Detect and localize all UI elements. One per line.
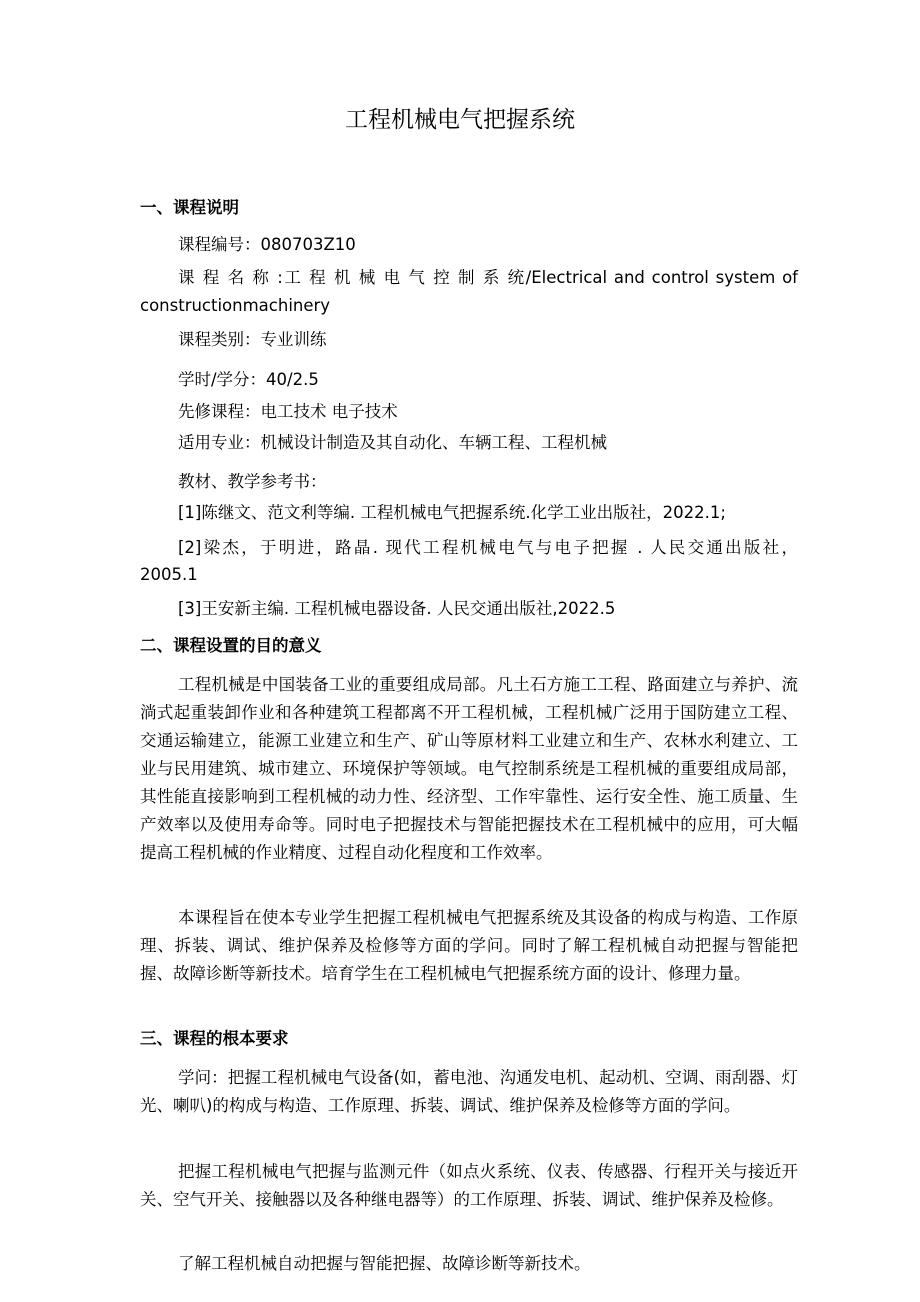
course-name-line2: constructionmachinery [140,296,331,315]
reference-1: [1]陈继文、范文利等编. 工程机械电气把握系统.化学工业出版社，2022.1; [178,503,726,522]
course-type: 课程类别：专业训练 [178,330,327,349]
requirements-paragraph-2: 把握工程机械电气把握与监测元件（如点火系统、仪表、传感器、行程开关与接近开关、空气开关、接触器以及各种继电器等）的工作原理、拆装、调试、维护保养及检修。 [140,1162,798,1209]
hours-credits: 学时/学分：40/2.5 [178,370,319,389]
requirements-paragraph-3: 了解工程机械自动把握与智能把握、故障诊断等新技术。 [178,1254,591,1273]
reference-2-line2: 2005.1 [140,565,198,584]
section-heading-purpose: 二、课程设置的目的意义 [140,636,322,655]
reference-3: [3]王安新主编. 工程机械电器设备. 人民交通出版社,2022.5 [178,599,616,618]
prerequisites: 先修课程：电工技术 电子技术 [178,402,398,421]
reference-2-line1: [2]梁杰，于明进，路晶. 现代工程机械电气与电子把握 . 人民交通出版社， [178,538,798,557]
purpose-paragraph-2: 本课程旨在使本专业学生把握工程机械电气把握系统及其设备的构成与构造、工作原理、拆装、调试、维护保养及检修等方面的学问。同时了解工程机械自动把握与智能把握、故障诊断等新技术。培育学生在工程机械电气把握系统方面的设计、修理力量。 [140,908,798,983]
section-heading-basic-requirements: 三、课程的根本要求 [140,1029,289,1048]
applicable-majors: 适用专业：机械设计制造及其自动化、车辆工程、工程机械 [178,433,607,452]
document-title: 工程机械电气把握系统 [345,107,575,133]
references-label: 教材、教学参考书： [178,472,327,491]
course-name-line1: 课 程 名 称 :工 程 机 械 电 气 控 制 系 统/Electrical and control system of [178,268,798,287]
course-code: 课程编号：080703Z10 [178,235,356,254]
purpose-paragraph-1: 工程机械是中国装备工业的重要组成局部。凡土石方施工工程、路面建立与养护、流淌式起重装卸作业和各种建筑工程都离不开工程机械，工程机械广泛用于国防建立工程、交通运输建立，能源工业建立和生产、矿山等原材料工业建立和生产、农林水利建立、工业与民用建筑、城市建立、环境保护等领域。电气控制系统是工程机械的重要组成局部，其性能直接影响到工程机械的动力性、经济型、工作牢靠性、运行安全性、施工质量、生产效率以及使用寿命等。同时电子把握技术与智能把握技术在工程机械中的应用，可大幅提高工程机械的作业精度、过程自动化程度和工作效率。 [140,675,798,862]
section-heading-course-description: 一、课程说明 [140,198,239,217]
requirements-paragraph-1: 学问：把握工程机械电气设备(如，蓄电池、沟通发电机、起动机、空调、雨刮器、灯光、喇叭)的构成与构造、工作原理、拆装、调试、维护保养及检修等方面的学问。 [140,1068,798,1115]
